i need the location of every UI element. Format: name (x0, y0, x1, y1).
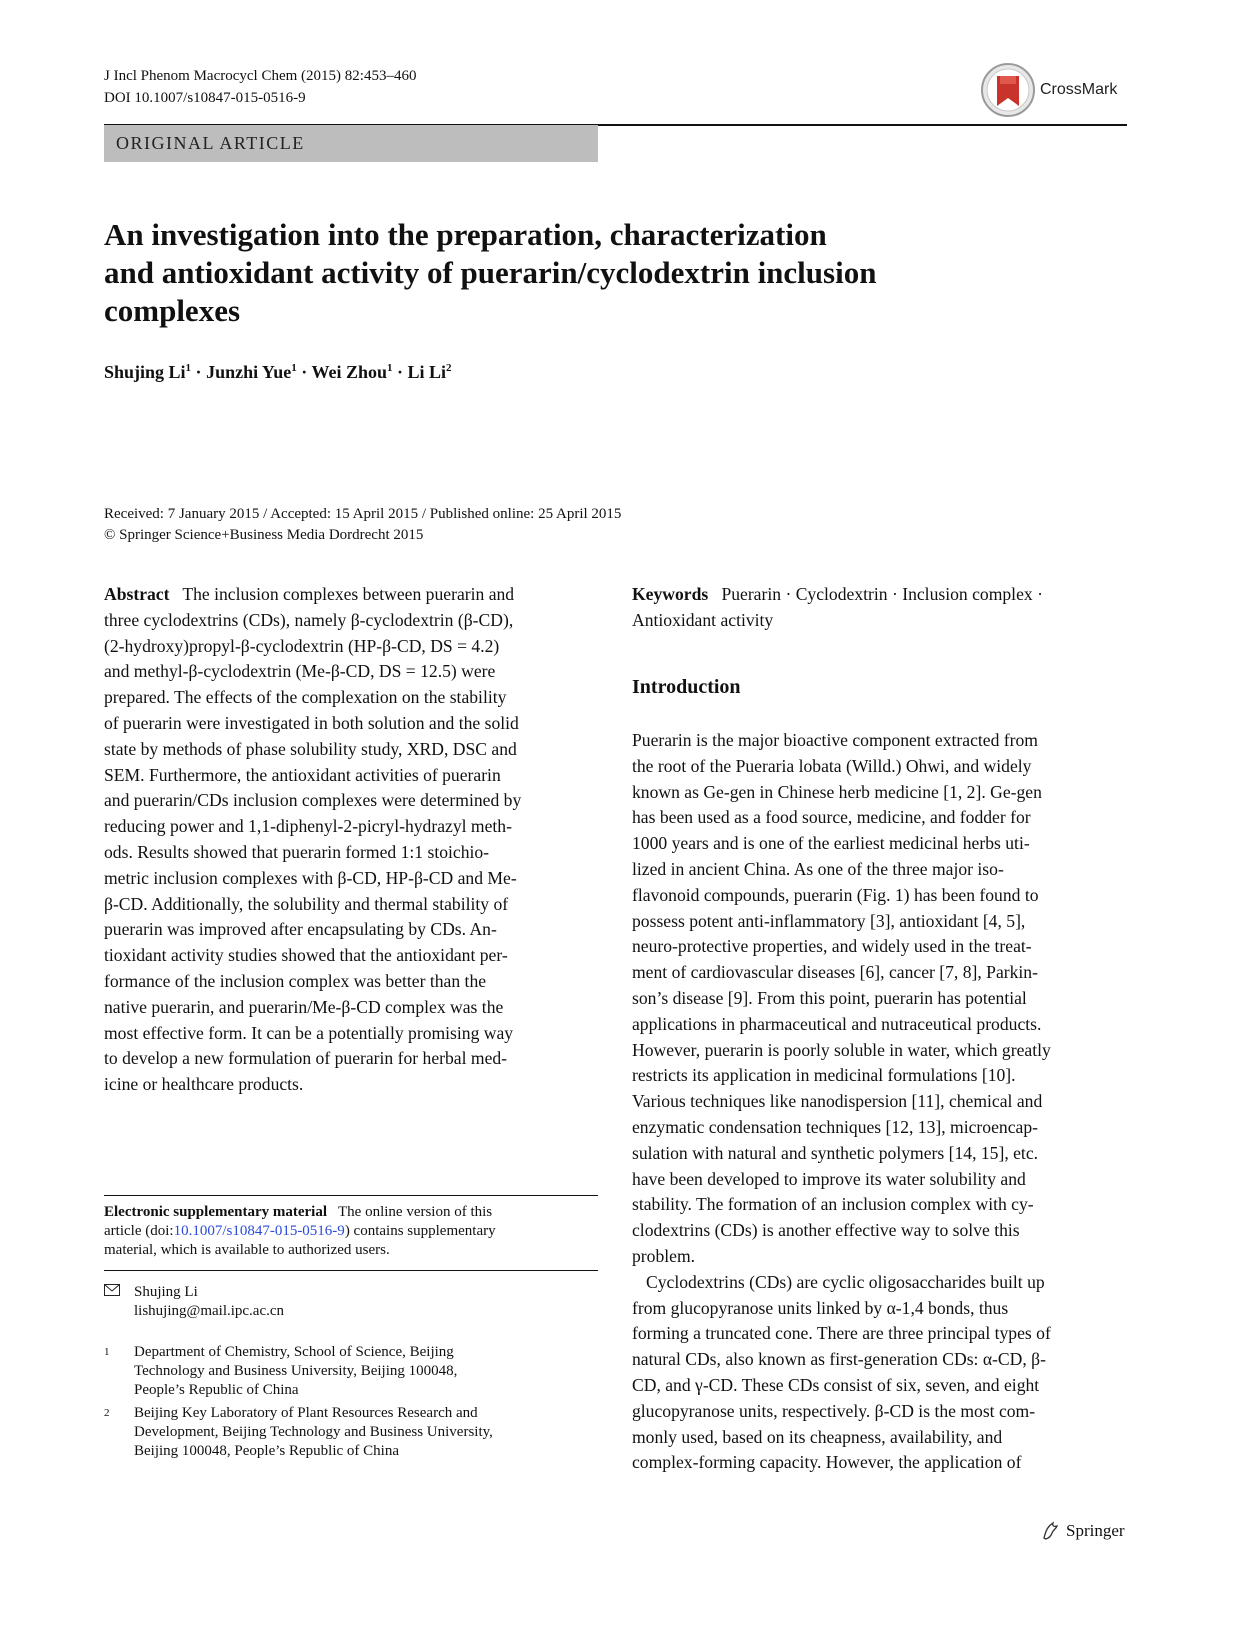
affiliation-number: 1 (104, 1346, 110, 1358)
intro-line: CD, and γ-CD. These CDs consist of six, seven, and eight (632, 1374, 1040, 1395)
intro-line: restricts its application in medicinal formulations [10]. (632, 1065, 1016, 1086)
abstract-line: prepared. The effects of the complexation on the stability (104, 687, 507, 708)
affiliation-1: 1 Department of Chemistry, School of Science, Beijing Technology and Business University, Beijing 100048, People’s Republic of China (104, 1344, 458, 1398)
abstract (104, 582, 598, 1098)
abstract-line: to develop a new formulation of puerarin for herbal med- (104, 1048, 508, 1069)
abstract-line: state by methods of phase solubility study, XRD, DSC and (104, 738, 517, 759)
crossmark-badge[interactable] (980, 60, 1130, 120)
intro-line: 1000 years and is one of the earliest medicinal herbs uti- (632, 833, 1030, 854)
article-title (104, 216, 1004, 330)
footnote-rule (104, 1195, 598, 1196)
abstract-line: native puerarin, and puerarin/Me-β-CD complex was the (104, 996, 504, 1017)
intro-line: monly used, based on its cheapness, availability, and (632, 1426, 1003, 1447)
author-separator: · (296, 362, 312, 382)
affiliation-2: 2 Beijing Key Laboratory of Plant Resources Research and Development, Beijing Technology and Business University, Beijing 100048, People’s Republic of China (104, 1405, 493, 1459)
intro-line: the root of the Pueraria lobata (Willd.) Ohwi, and widely (632, 755, 1032, 776)
intro-line: has been used as a food source, medicine, and fodder for (632, 807, 1031, 828)
intro-line: natural CDs, also known as first-generation CDs: α-CD, β- (632, 1349, 1046, 1370)
correspondence-email[interactable]: lishujing@mail.ipc.ac.cn (134, 1303, 285, 1319)
springer-logo (1040, 1520, 1125, 1542)
intro-line: complex-forming capacity. However, the application of (632, 1452, 1022, 1473)
keywords: Keywords Puerarin · Cyclodextrin · Inclusion complex · Antioxidant activity (632, 584, 1043, 630)
crossmark-label: CrossMark (1040, 81, 1118, 98)
copyright: © Springer Science+Business Media Dordrecht 2015 (104, 527, 424, 543)
history-dates: Received: 7 January 2015 / Accepted: 15 April 2015 / Published online: 25 April 2015 (104, 506, 622, 522)
author-name[interactable]: Shujing Li (104, 362, 186, 382)
abstract-line: ods. Results showed that puerarin formed 1:1 stoichio- (104, 841, 490, 862)
abstract-line-0: Abstract The inclusion complexes between puerarin and (104, 584, 515, 604)
author-name[interactable]: Junzhi Yue (206, 362, 292, 382)
intro-line: glucopyranose units, respectively. β-CD is the most com- (632, 1400, 1036, 1421)
abstract-line: most effective form. It can be a potentially promising way (104, 1022, 514, 1043)
correspondence (104, 1283, 598, 1321)
title-line: and antioxidant activity of puerarin/cyclodextrin inclusion (104, 255, 877, 290)
publication-dates (104, 504, 621, 546)
intro-line: lized in ancient China. As one of the three major iso- (632, 858, 1004, 879)
author-affiliation-mark: 1 (185, 362, 192, 374)
abstract-heading: Abstract (104, 584, 170, 604)
intro-line: have been developed to improve its water solubility and (632, 1168, 1026, 1189)
abstract-line: and puerarin/CDs inclusion complexes were determined by (104, 790, 522, 811)
abstract-line: tioxidant activity studies showed that the antioxidant per- (104, 945, 508, 966)
abstract-line: (2-hydroxy)propyl-β-cyclodextrin (HP-β-CD, DS = 4.2) (104, 635, 500, 656)
publisher-name: Springer (1066, 1521, 1125, 1540)
esm-heading: Electronic supplementary material (104, 1204, 328, 1220)
envelope-icon (104, 1283, 134, 1321)
intro-line: son’s disease [9]. From this point, puerarin has potential (632, 987, 1027, 1008)
abstract-line: β-CD. Additionally, the solubility and thermal stability of (104, 893, 509, 914)
title-line: complexes (104, 293, 241, 328)
author-name[interactable]: Li Li (407, 362, 447, 382)
abstract-line: of puerarin were investigated in both solution and the solid (104, 712, 519, 733)
author-separator: · (191, 362, 207, 382)
abstract-line: formance of the inclusion complex was better than the (104, 970, 487, 991)
author-affiliation-mark: 2 (446, 362, 452, 374)
crossmark-icon (980, 62, 1036, 118)
author-list (104, 362, 452, 383)
abstract-line: SEM. Furthermore, the antioxidant activities of puerarin (104, 764, 501, 785)
intro-line: known as Ge-gen in Chinese herb medicine [1, 2]. Ge-gen (632, 781, 1042, 802)
intro-line: from glucopyranose units linked by α-1,4 bonds, thus (632, 1297, 1009, 1318)
author-affiliation-mark: 1 (291, 362, 297, 374)
intro-line: forming a truncated cone. There are three principal types of (632, 1323, 1051, 1344)
intro-line: sulation with natural and synthetic polymers [14, 15], etc. (632, 1142, 1039, 1163)
intro-line: applications in pharmaceutical and nutraceutical products. (632, 1013, 1042, 1034)
article-type-banner: ORIGINAL ARTICLE (104, 125, 598, 162)
introduction-heading: Introduction (632, 676, 741, 698)
intro-line: flavonoid compounds, puerarin (Fig. 1) has been found to (632, 884, 1039, 905)
footnote-rule (104, 1270, 598, 1271)
intro-line: clodextrins (CDs) is another effective way to solve this (632, 1220, 1020, 1241)
intro-line: ment of cardiovascular diseases [6], cancer [7, 8], Parkin- (632, 962, 1038, 983)
abstract-line: icine or healthcare products. (104, 1074, 304, 1095)
supplementary-note: Electronic supplementary material The online version of this article (doi:10.1007/s10847-015-0516-9) contains supplementary material, which is available to authorized users. (104, 1204, 496, 1258)
abstract-line: and methyl-β-cyclodextrin (Me-β-CD, DS = 12.5) were (104, 661, 496, 682)
correspondence-name: Shujing Li (134, 1284, 198, 1300)
abstract-line: metric inclusion complexes with β-CD, HP-β-CD and Me- (104, 867, 517, 888)
title-line: An investigation into the preparation, characterization (104, 217, 827, 252)
intro-line: possess potent anti-inflammatory [3], antioxidant [4, 5], (632, 910, 1026, 931)
intro-line: However, puerarin is poorly soluble in water, which greatly (632, 1039, 1051, 1060)
journal-citation: J Incl Phenom Macrocycl Chem (2015) 82:453–460 (104, 68, 417, 84)
springer-horse-icon (1040, 1520, 1062, 1542)
doi: DOI 10.1007/s10847-015-0516-9 (104, 90, 306, 106)
author-name[interactable]: Wei Zhou (311, 362, 387, 382)
intro-line: Puerarin is the major bioactive component extracted from (632, 730, 1038, 750)
affiliation-number: 2 (104, 1407, 110, 1419)
intro-line: neuro-protective properties, and widely used in the treat- (632, 936, 1032, 957)
keywords-heading: Keywords (632, 584, 709, 604)
intro-line: problem. (632, 1245, 696, 1266)
doi-link[interactable]: 10.1007/s10847-015-0516-9 (173, 1223, 345, 1239)
introduction-body (632, 728, 1126, 1476)
intro-line: Various techniques like nanodispersion [11], chemical and (632, 1091, 1043, 1112)
author-affiliation-mark: 1 (386, 362, 393, 374)
intro-line: enzymatic condensation techniques [12, 13], microencap- (632, 1116, 1038, 1137)
abstract-line: puerarin was improved after encapsulating by CDs. An- (104, 919, 497, 940)
author-separator: · (392, 362, 408, 382)
abstract-line: three cyclodextrins (CDs), namely β-cyclodextrin (β-CD), (104, 609, 514, 630)
abstract-line: reducing power and 1,1-diphenyl-2-picryl-hydrazyl meth- (104, 816, 512, 837)
intro-line: stability. The formation of an inclusion complex with cy- (632, 1194, 1034, 1215)
intro-line: Cyclodextrins (CDs) are cyclic oligosaccharides built up (646, 1271, 1045, 1292)
